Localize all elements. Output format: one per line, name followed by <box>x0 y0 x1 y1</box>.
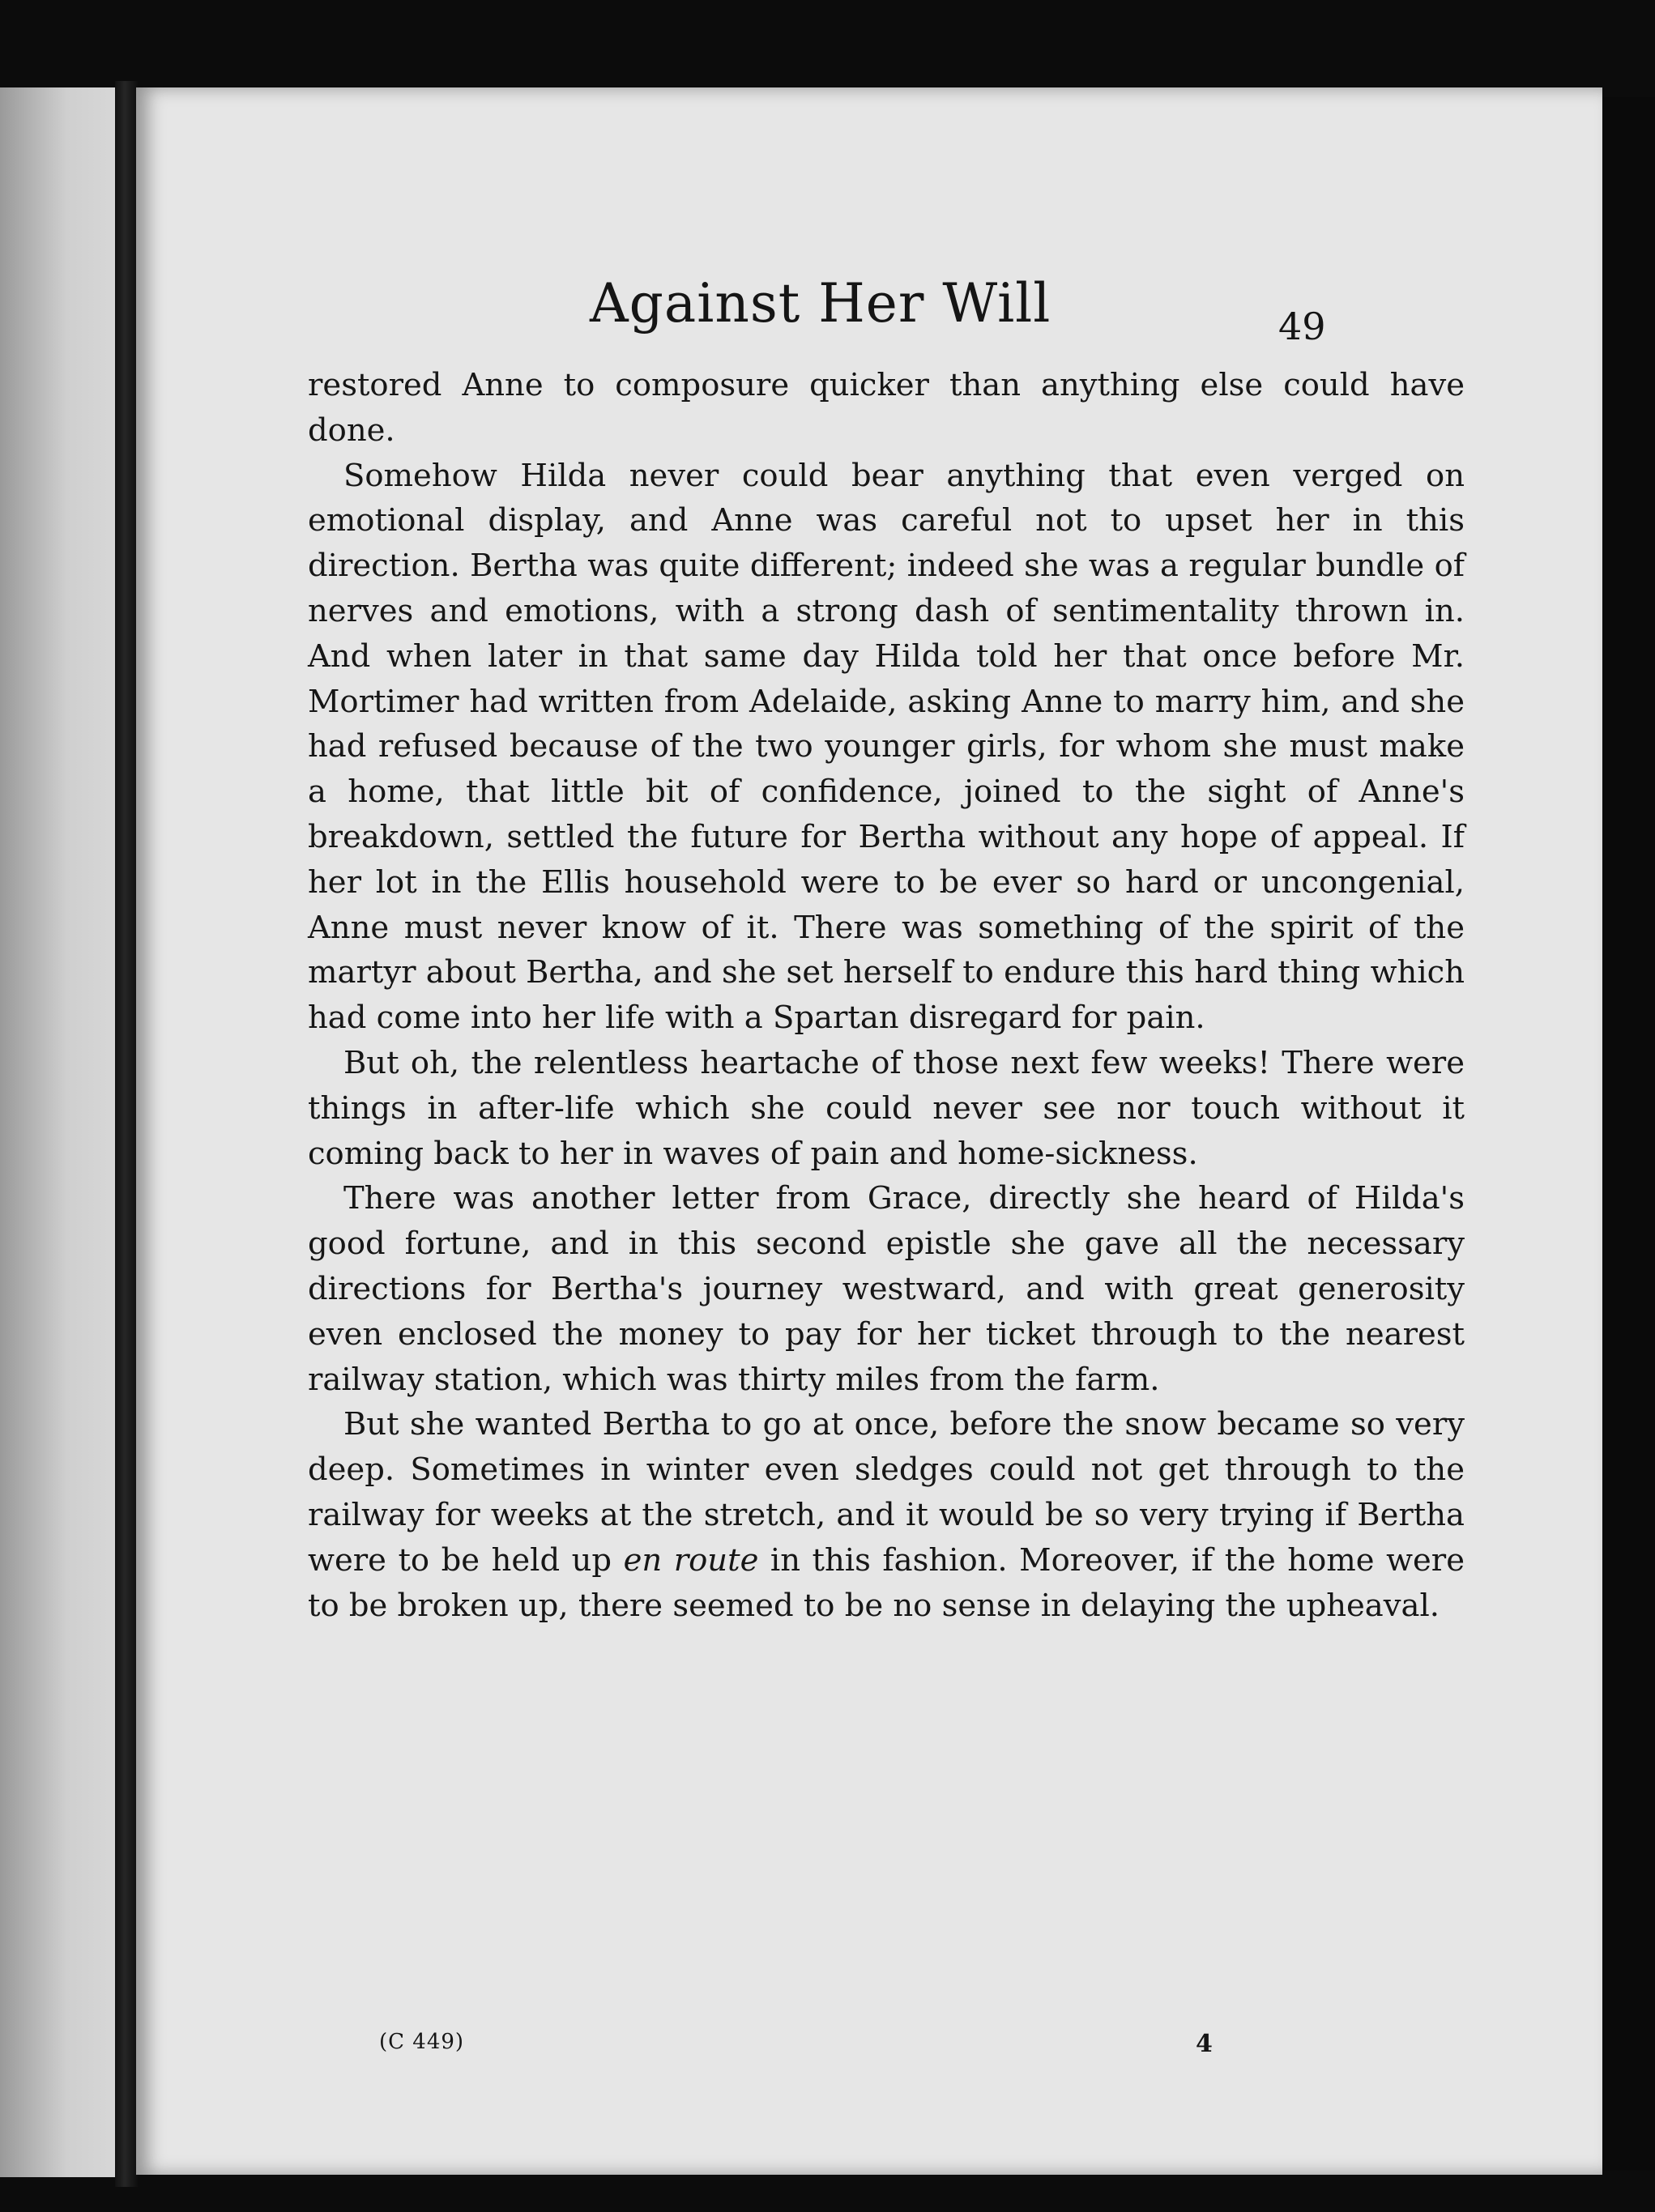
text-run: restored Anne to composure quicker than anything else could have done. <box>308 367 1465 449</box>
facing-page-edge <box>0 87 122 2177</box>
text-run: But oh, the relentless heartache of those next few weeks! There were things in after-life which she could never see nor touch without it coming back to her in waves of pain and home-sickness. <box>308 1044 1465 1172</box>
paragraph <box>308 1176 1465 1402</box>
scan-border-right <box>1602 97 1655 2171</box>
body-text <box>308 363 1465 1628</box>
running-head <box>136 272 1602 361</box>
text-run: Somehow Hilda never could bear anything that even verged on emotional display, and Anne was careful not to upset her in this direction. Bertha was quite different; indeed she was a regular bundle of nerves and emotions, with a strong dash of sentimentality thrown in. And when later in that same day Hilda told her that once before Mr. Mortimer had written from Adelaide, asking Anne to marry him, and she had refused because of the two younger girls, for whom she must make a home, that little bit of confidence, joined to the sight of Anne's breakdown, settled the future for Bertha without any hope of appeal. If her lot in the Ellis household were to be ever so hard or uncongenial, Anne must never know of it. There was something of the spirit of the martyr about Bertha, and she set herself to endure this hard thing which had come into her life with a Spartan disregard for pain. <box>308 457 1465 1037</box>
printer-signature-mark: (C 449) <box>379 2030 465 2054</box>
page-number: 49 <box>1278 305 1326 348</box>
italic-phrase: en route <box>623 1541 759 1579</box>
book-page <box>136 87 1602 2175</box>
paragraph <box>308 454 1465 1041</box>
text-run: But she wanted Bertha to go at once, before the snow became so very deep. Sometimes in winter even sledges could not get through to the railway for weeks at the stretch, and it would be so very trying if Bertha were to be held up <box>308 1406 1465 1579</box>
text-run: There was another letter from Grace, directly she heard of Hilda's good fortune, and in this second epistle she gave all the necessary directions for Bertha's journey westward, and with great generosity even enclosed the money to pay for her ticket through to the nearest railway station, which was thirty miles from the farm. <box>308 1180 1465 1398</box>
sheet-number: 4 <box>1196 2030 1213 2058</box>
paragraph <box>308 1041 1465 1176</box>
paragraph <box>308 1402 1465 1628</box>
paragraph <box>308 363 1465 454</box>
running-title: Against Her Will <box>590 272 1051 335</box>
text-run: in this fashion. Moreover, if the home were to be broken up, there seemed to be no sense in delaying the upheaval. <box>308 1541 1465 1624</box>
